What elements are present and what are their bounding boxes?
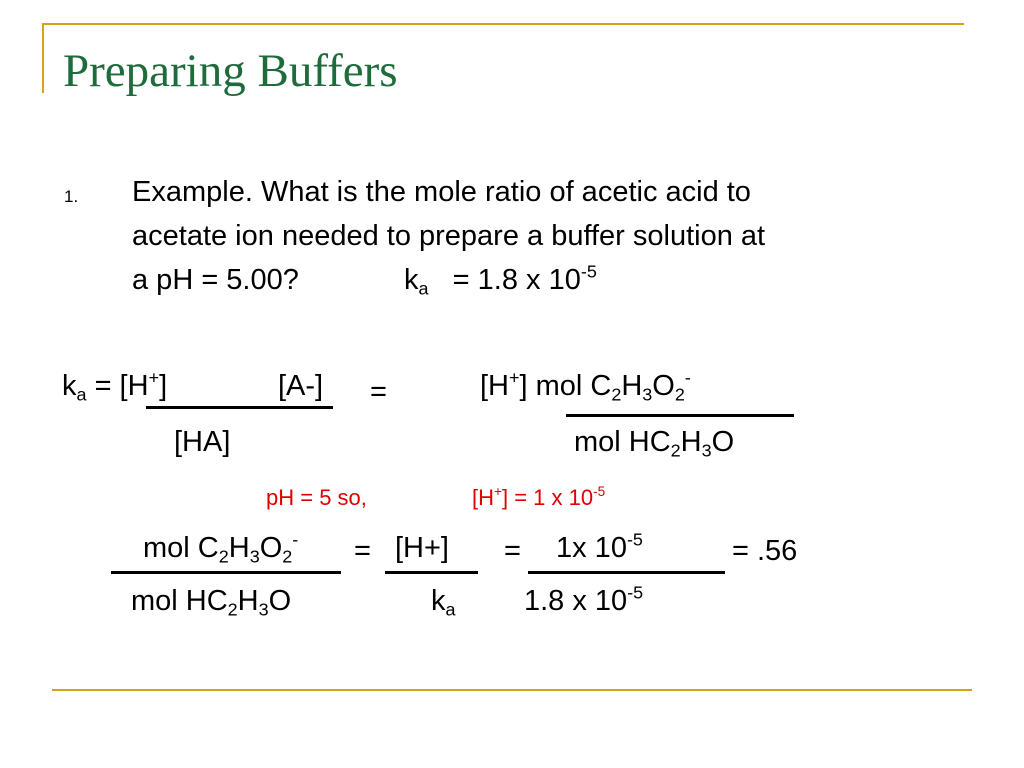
eq2-ka: $k_a$ [431, 585, 456, 620]
frame-left-rule [42, 23, 44, 93]
eq1-ha: [HA] [174, 426, 231, 458]
eq2-h-plus: [H+] [395, 532, 449, 564]
eq2-mid-numerator: 1x $10^{-5}$ [556, 529, 643, 564]
eq2-mid-denominator: 1.8 x $10^{-5}$ [524, 582, 644, 617]
eq2-fraction-bar-3 [528, 571, 725, 574]
eq1-rhs-denominator: mol $HC_2H_3O$ [574, 426, 735, 461]
bullet-line-2: acetate ion needed to prepare a buffer solution at [132, 220, 766, 252]
eq1-fraction-bar-right [566, 414, 794, 417]
eq2-equals-2: = [504, 535, 521, 567]
bullet-line-1: Example. What is the mole ratio of acetic acid to [132, 176, 751, 208]
h-concentration-note: [H+] = 1 x $10^{-5}$ [472, 484, 606, 510]
bullet-number: 1. [64, 187, 79, 206]
eq2-fraction-bar-1 [111, 571, 341, 574]
eq2-equals-1: = [354, 535, 371, 567]
eq1-a-minus: [A-] [278, 370, 324, 402]
frame-top-rule [42, 23, 964, 25]
frame-bottom-rule [52, 689, 972, 691]
eq1-rhs-numerator: [H+] mol $C_2H_3O_2^-$ [480, 367, 691, 405]
eq2-denominator: mol $HC_2H_3O$ [131, 585, 292, 620]
ph-note: pH = 5 so, [266, 485, 367, 510]
ka-given: $k_a$ = 1.8 x $10^{-5}$ [404, 261, 597, 299]
eq2-numerator: mol $C_2H_3O_2^-$ [143, 529, 299, 567]
slide-title: Preparing Buffers [63, 45, 398, 97]
eq2-fraction-bar-2 [385, 571, 478, 574]
eq1-fraction-bar-left [146, 406, 333, 409]
bullet-line-3: a pH = 5.00? [132, 264, 299, 296]
eq1-lhs: $k_a = [H^+]$ [62, 367, 168, 405]
eq1-equals: = [370, 376, 387, 408]
eq2-result: = .56 [732, 535, 798, 567]
